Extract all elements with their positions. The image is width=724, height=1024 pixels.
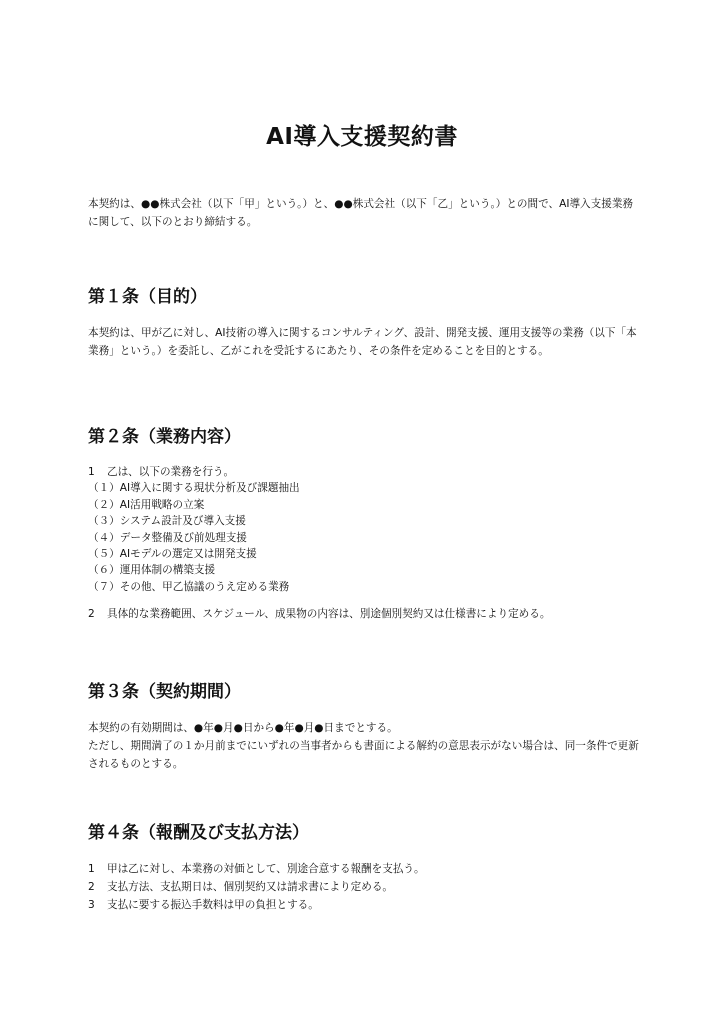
article-4-clause-3 [88,896,640,914]
list-item: （７）その他、甲乙協議のうえ定める業務 [88,580,290,593]
article-2-heading: 第２条（業務内容） [88,427,241,447]
article-4 [88,823,640,914]
clause-text: 支払方法、支払期日は、個別契約又は請求書により定める。 [107,881,394,893]
document-title: AI導入支援契約書 [266,124,458,150]
preamble: 本契約は、●●株式会社（以下「甲」という。）と、●●株式会社（以下「乙」という。）との間で、AI導入支援業務に関して、以下のとおり締結する。 [88,198,634,228]
article-4-heading: 第４条（報酬及び支払方法） [88,823,309,843]
clause-text: 支払に要する振込手数料は甲の負担とする。 [107,899,319,911]
article-2 [88,427,640,623]
list-item: （５）AIモデルの選定又は開発支援 [88,548,257,561]
list-item: （１）AI導入に関する現状分析及び課題抽出 [88,482,300,495]
clause-number: 1 [88,466,95,478]
clause-text: 具体的な業務範囲、スケジュール、成果物の内容は、別途個別契約又は仕様書により定める。 [107,608,551,621]
article-3-line-2: ただし、期間満了の１か月前までにいずれの当事者からも書面による解約の意思表示がない場合は、同一条件で更新されるものとする。 [88,740,639,770]
clause-number: 1 [88,863,95,875]
clause-number: 3 [88,899,95,911]
article-4-clause-1 [88,860,640,878]
article-4-clause-2 [88,878,640,896]
list-item: （３）システム設計及び導入支援 [88,515,246,528]
article-3-line-1: 本契約の有効期間は、●年●月●日から●年●月●日までとする。 [88,722,398,734]
clause-text: 甲は乙に対し、本業務の対価として、別途合意する報酬を支払う。 [107,863,425,875]
article-2-clause-2 [88,605,640,623]
spacer [88,595,640,605]
article-3-heading: 第３条（契約期間） [88,682,241,702]
clause-number: 2 [88,881,95,893]
clause-text: 乙は、以下の業務を行う。 [107,466,235,478]
article-1 [88,287,640,360]
article-1-heading: 第１条（目的） [88,287,207,307]
list-item: （４）データ整備及び前処理支援 [88,531,247,544]
article-2-clause-1 [88,464,640,480]
article-3 [88,682,640,773]
list-item: （２）AI活用戦略の立案 [88,498,205,511]
article-1-body: 本契約は、甲が乙に対し、AI技術の導入に関するコンサルティング、設計、開発支援、運用支援等の業務（以下「本業務」という。）を委託し、乙がこれを受託するにあたり、その条件を定めることを目的とする。 [88,327,637,357]
clause-number: 2 [88,608,95,621]
list-item: （６）運用体制の構築支援 [88,564,216,577]
